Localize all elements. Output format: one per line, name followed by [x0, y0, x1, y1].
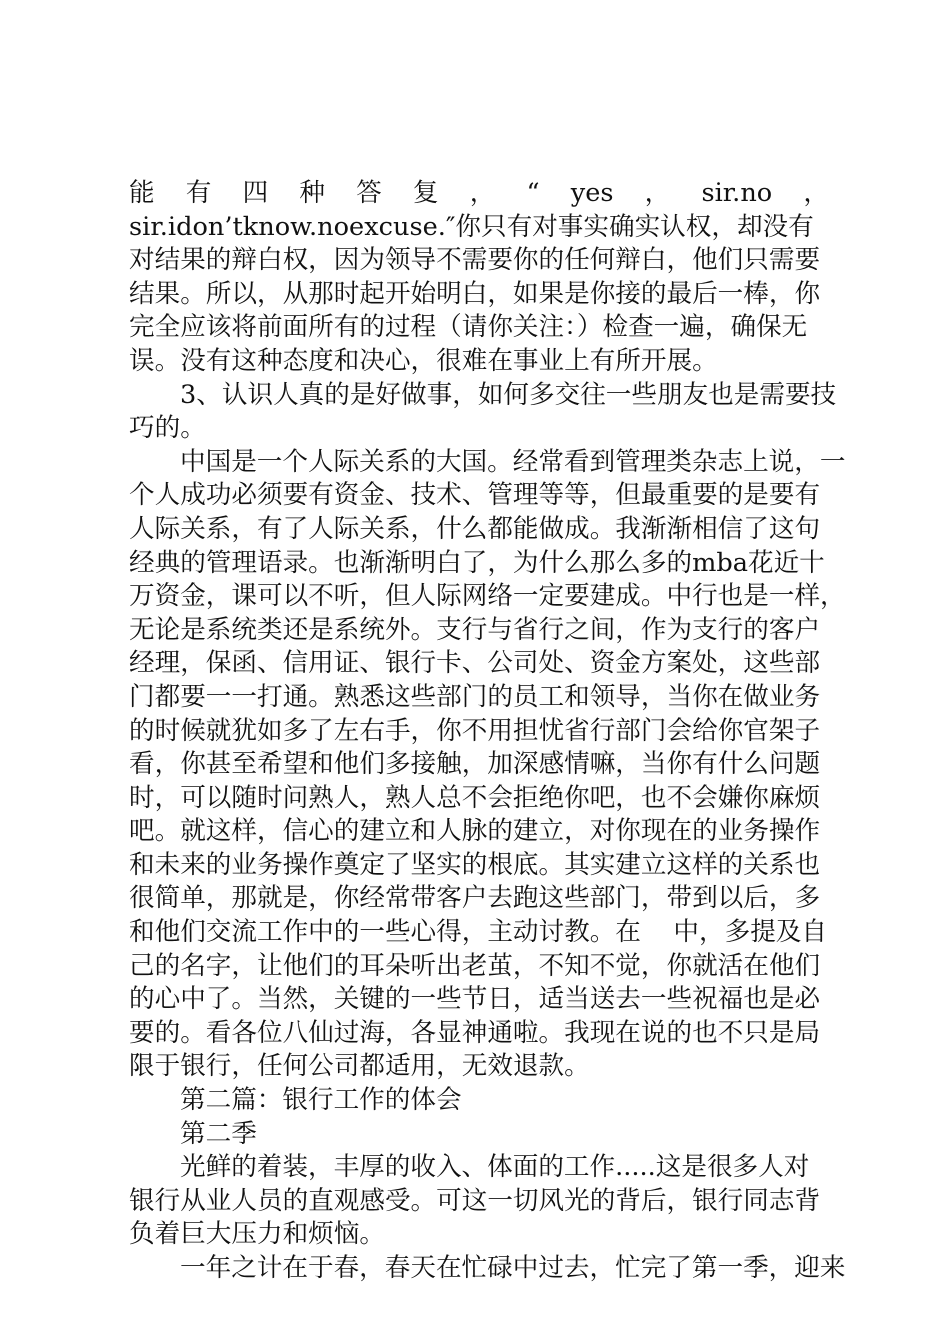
text-line: 经典的管理语录。也渐渐明白了，为什么那么多的mba花近十: [129, 547, 825, 578]
text-line: 误。没有这种态度和决心，很难在事业上有所开展。: [129, 345, 718, 376]
text-line: 个人成功必须要有资金、技术、管理等等，但最重要的是要有: [129, 480, 821, 511]
document-page: [129, 177, 846, 1286]
word: yes: [570, 178, 614, 208]
text-line: 对结果的辩白权，因为领导不需要你的任何辩白，他们只需要: [129, 245, 821, 276]
text-line: 门都要一一打通。熟悉这些部门的员工和领导，当你在做业务: [129, 681, 821, 712]
word: 能: [129, 178, 155, 208]
text-line: 无论是系统类还是系统外。支行与省行之间，作为支行的客户: [129, 614, 821, 645]
text-line: 很简单，那就是，你经常带客户去跑这些部门，带到以后，多: [129, 883, 821, 914]
word: ，: [469, 178, 496, 208]
text-line: 的心中了。当然，关键的一些节日，适当送去一些祝福也是必: [129, 984, 821, 1015]
text-line: 要的。看各位八仙过海，各显神通啦。我现在说的也不只是局: [129, 1017, 821, 1048]
word: 复: [412, 178, 439, 208]
text-line: 吧。就这样，信心的建立和人脉的建立，对你现在的业务操作: [129, 816, 821, 847]
word: sir.no: [701, 178, 773, 208]
text-line: 经理，保函、信用证、银行卡、公司处、资金方案处，这些部: [129, 648, 821, 679]
text-line: 的时候就犹如多了左右手，你不用担忧省行部门会给你官架子: [129, 715, 821, 746]
text-line: 负着巨大压力和烦恼。: [129, 1219, 385, 1250]
text-line: 和未来的业务操作奠定了坚实的根底。其实建立这样的关系也: [129, 849, 821, 880]
text-line: sir.idon’tknow.noexcuse.″你只有对事实确实认权，却没有: [129, 211, 814, 242]
word: 有: [185, 178, 212, 208]
text-line-justified: [129, 177, 829, 211]
word: 答: [356, 178, 382, 208]
text-line: 看，你甚至希望和他们多接触，加深感情嘛，当你有什么问题: [129, 749, 821, 780]
text-line: 一年之计在于春，春天在忙碌中过去，忙完了第一季，迎来: [180, 1253, 846, 1283]
text-line: 时，可以随时问熟人，熟人总不会拒绝你吧，也不会嫌你麻烦: [129, 782, 821, 813]
word: 四: [242, 178, 269, 208]
subheading: 第二季: [180, 1118, 257, 1149]
text-line: 中国是一个人际关系的大国。经常看到管理类杂志上说，一: [180, 446, 846, 477]
text-line: 3、认识人真的是好做事，如何多交往一些朋友也是需要技: [180, 379, 837, 410]
text-line: 完全应该将前面所有的过程（请你关注：）检查一遍，确保无: [129, 312, 808, 343]
text-line: 万资金，课可以不听，但人际网络一定要建成。中行也是一样，: [129, 581, 846, 612]
section-heading: 第二篇：银行工作的体会: [180, 1085, 462, 1116]
word: “: [526, 178, 540, 208]
text-line: 和他们交流工作中的一些心得，主动讨教。在 中，多提及自: [129, 917, 827, 948]
text-line: 己的名字，让他们的耳朵听出老茧，不知不觉，你就活在他们: [129, 950, 821, 981]
text-line: 结果。所以，从那时起开始明白，如果是你接的最后一棒，你: [129, 278, 821, 309]
text-line: 人际关系，有了人际关系，什么都能做成。我渐渐相信了这句: [129, 513, 821, 544]
word: 种: [299, 178, 325, 208]
text-line: 光鲜的着装，丰厚的收入、体面的工作.....这是很多人对: [180, 1152, 810, 1183]
text-line: 限于银行，任何公司都适用，无效退款。: [129, 1051, 590, 1082]
word: ，: [803, 178, 829, 208]
text-line: 巧的。: [129, 413, 206, 444]
word: ，: [644, 178, 671, 208]
text-line: 银行从业人员的直观感受。可这一切风光的背后，银行同志背: [129, 1185, 821, 1216]
